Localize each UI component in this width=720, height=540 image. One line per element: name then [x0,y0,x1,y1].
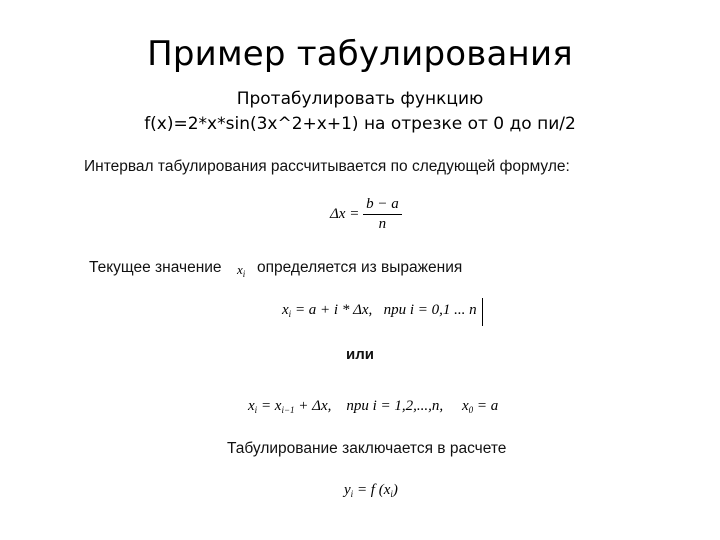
current-value-text-b: определяется из выражения [257,259,463,276]
or-text: или [346,346,374,363]
subtitle-line-1: Протабулировать функцию [236,89,484,109]
delta-x-numerator: b − a [363,196,402,215]
delta-x-lhs: Δx = [330,205,360,222]
interval-text: Интервал табулирования рассчитывается по следующей формуле: [84,158,570,175]
text-cursor [482,298,483,326]
formula-delta-x [330,196,402,233]
delta-x-denominator: n [378,216,387,232]
formula-xi-direct: $x_i = a + i * \Delta x$, при i = 0,1 ... n [282,302,477,319]
delta-x-fraction [363,196,402,233]
formula-xi-inline: $x_i$ [237,262,246,279]
current-value-text-a: Текущее значение [89,259,222,276]
formula-xi-recursive: $x_i = x_{i-1} + \Delta x$, при i = 1,2,...,n, $x_0 = a$ [248,398,499,415]
slide-title: Пример табулирования [147,34,573,74]
subtitle-line-2: f(x)=2*x*sin(3x^2+x+1) на отрезке от 0 до пи/2 [144,114,576,134]
formula-yi: $y_i = f$ $(x_i)$ [344,482,398,499]
tabulation-text: Табулирование заключается в расчете [227,440,507,457]
